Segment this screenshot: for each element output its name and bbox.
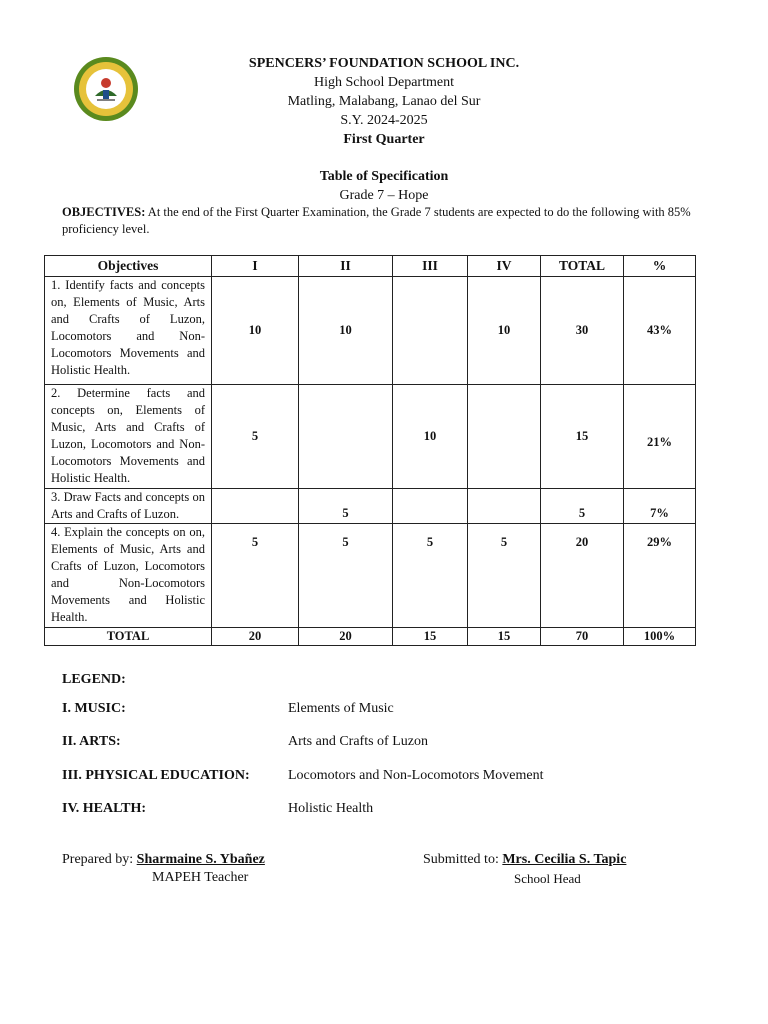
cell-i: 10 [212, 277, 299, 385]
cell-total: 20 [541, 524, 624, 628]
objectives-text: At the end of the First Quarter Examination, the Grade 7 students are expected to do the following with 85% proficiency level. [62, 205, 691, 236]
header-iii: III [393, 256, 468, 277]
cell-iii: 5 [393, 524, 468, 628]
submitted-label: Submitted to: [423, 852, 503, 867]
cell-ii: 10 [299, 277, 393, 385]
submitted-to [423, 852, 626, 868]
legend-key: II. ARTS: [62, 734, 121, 749]
table-row [45, 524, 696, 628]
legend-key: I. MUSIC: [62, 701, 126, 716]
document-heading [0, 167, 768, 205]
total-iii: 15 [393, 628, 468, 646]
total-iv: 15 [468, 628, 541, 646]
cell-i [212, 489, 299, 524]
total-percent: 100% [624, 628, 696, 646]
header-i: I [212, 256, 299, 277]
cell-iv: 5 [468, 524, 541, 628]
legend-value: Holistic Health [288, 801, 374, 816]
legend-value: Arts and Crafts of Luzon [288, 734, 428, 749]
cell-iv [468, 489, 541, 524]
school-year: S.Y. 2024-2025 [340, 113, 428, 128]
header-ii: II [299, 256, 393, 277]
legend-heading: LEGEND: [62, 672, 126, 687]
legend-key: IV. HEALTH: [62, 801, 147, 816]
objective-cell: 4. Explain the concepts on on, Elements of Music, Arts and Crafts of Luzon, Locomotors and Non-Locomotors Movements and Holistic Health. [45, 524, 212, 628]
table-total-row [45, 628, 696, 646]
cell-percent: 43% [624, 277, 696, 385]
school-address: Matling, Malabang, Lanao del Sur [287, 94, 481, 109]
table-row [45, 277, 696, 385]
cell-total: 5 [541, 489, 624, 524]
cell-ii [299, 385, 393, 489]
objective-cell: 2. Determine facts and concepts on, Elements of Music, Arts and Crafts of Luzon, Locomotors and Non-Locomotors Movements and Holistic Health. [45, 385, 212, 489]
cell-percent: 29% [624, 524, 696, 628]
total-ii: 20 [299, 628, 393, 646]
school-header [0, 54, 768, 149]
cell-i: 5 [212, 385, 299, 489]
table-header-row [45, 256, 696, 277]
legend-value: Locomotors and Non-Locomotors Movement [288, 768, 544, 783]
objective-cell: 3. Draw Facts and concepts on Arts and Crafts of Luzon. [45, 489, 212, 524]
quarter: First Quarter [343, 132, 425, 147]
total-i: 20 [212, 628, 299, 646]
school-department: High School Department [314, 75, 454, 90]
cell-iii: 10 [393, 385, 468, 489]
objectives-paragraph [62, 204, 702, 238]
submitted-name: Mrs. Cecilia S. Tapic [502, 852, 627, 867]
cell-percent: 21% [624, 385, 696, 489]
cell-ii: 5 [299, 524, 393, 628]
table-row [45, 385, 696, 489]
total-label: TOTAL [45, 628, 212, 646]
document-subtitle: Grade 7 – Hope [339, 188, 429, 203]
legend-value: Elements of Music [288, 701, 394, 716]
header-objectives: Objectives [45, 256, 212, 277]
prepared-name: Sharmaine S. Ybañez [136, 852, 265, 867]
cell-total: 30 [541, 277, 624, 385]
prepared-label: Prepared by: [62, 852, 137, 867]
legend-title [62, 672, 126, 688]
total-total: 70 [541, 628, 624, 646]
cell-percent: 7% [624, 489, 696, 524]
legend-key: III. PHYSICAL EDUCATION: [62, 768, 250, 783]
submitted-role: School Head [514, 871, 581, 886]
specification-table [44, 255, 696, 646]
header-iv: IV [468, 256, 541, 277]
cell-iii [393, 277, 468, 385]
header-percent: % [624, 256, 696, 277]
cell-total: 15 [541, 385, 624, 489]
header-total: TOTAL [541, 256, 624, 277]
cell-iv [468, 385, 541, 489]
objective-cell: 1. Identify facts and concepts on, Elements of Music, Arts and Crafts of Luzon, Locomotors and Non-Locomotors Movements and Holistic Health. [45, 277, 212, 385]
cell-iv: 10 [468, 277, 541, 385]
school-name: SPENCERS’ FOUNDATION SCHOOL INC. [248, 56, 520, 71]
prepared-role: MAPEH Teacher [152, 870, 249, 885]
objectives-label: OBJECTIVES: [62, 205, 146, 219]
cell-iii [393, 489, 468, 524]
prepared-by [62, 852, 265, 868]
cell-ii: 5 [299, 489, 393, 524]
cell-i: 5 [212, 524, 299, 628]
document-title: Table of Specification [319, 169, 449, 184]
table-row [45, 489, 696, 524]
